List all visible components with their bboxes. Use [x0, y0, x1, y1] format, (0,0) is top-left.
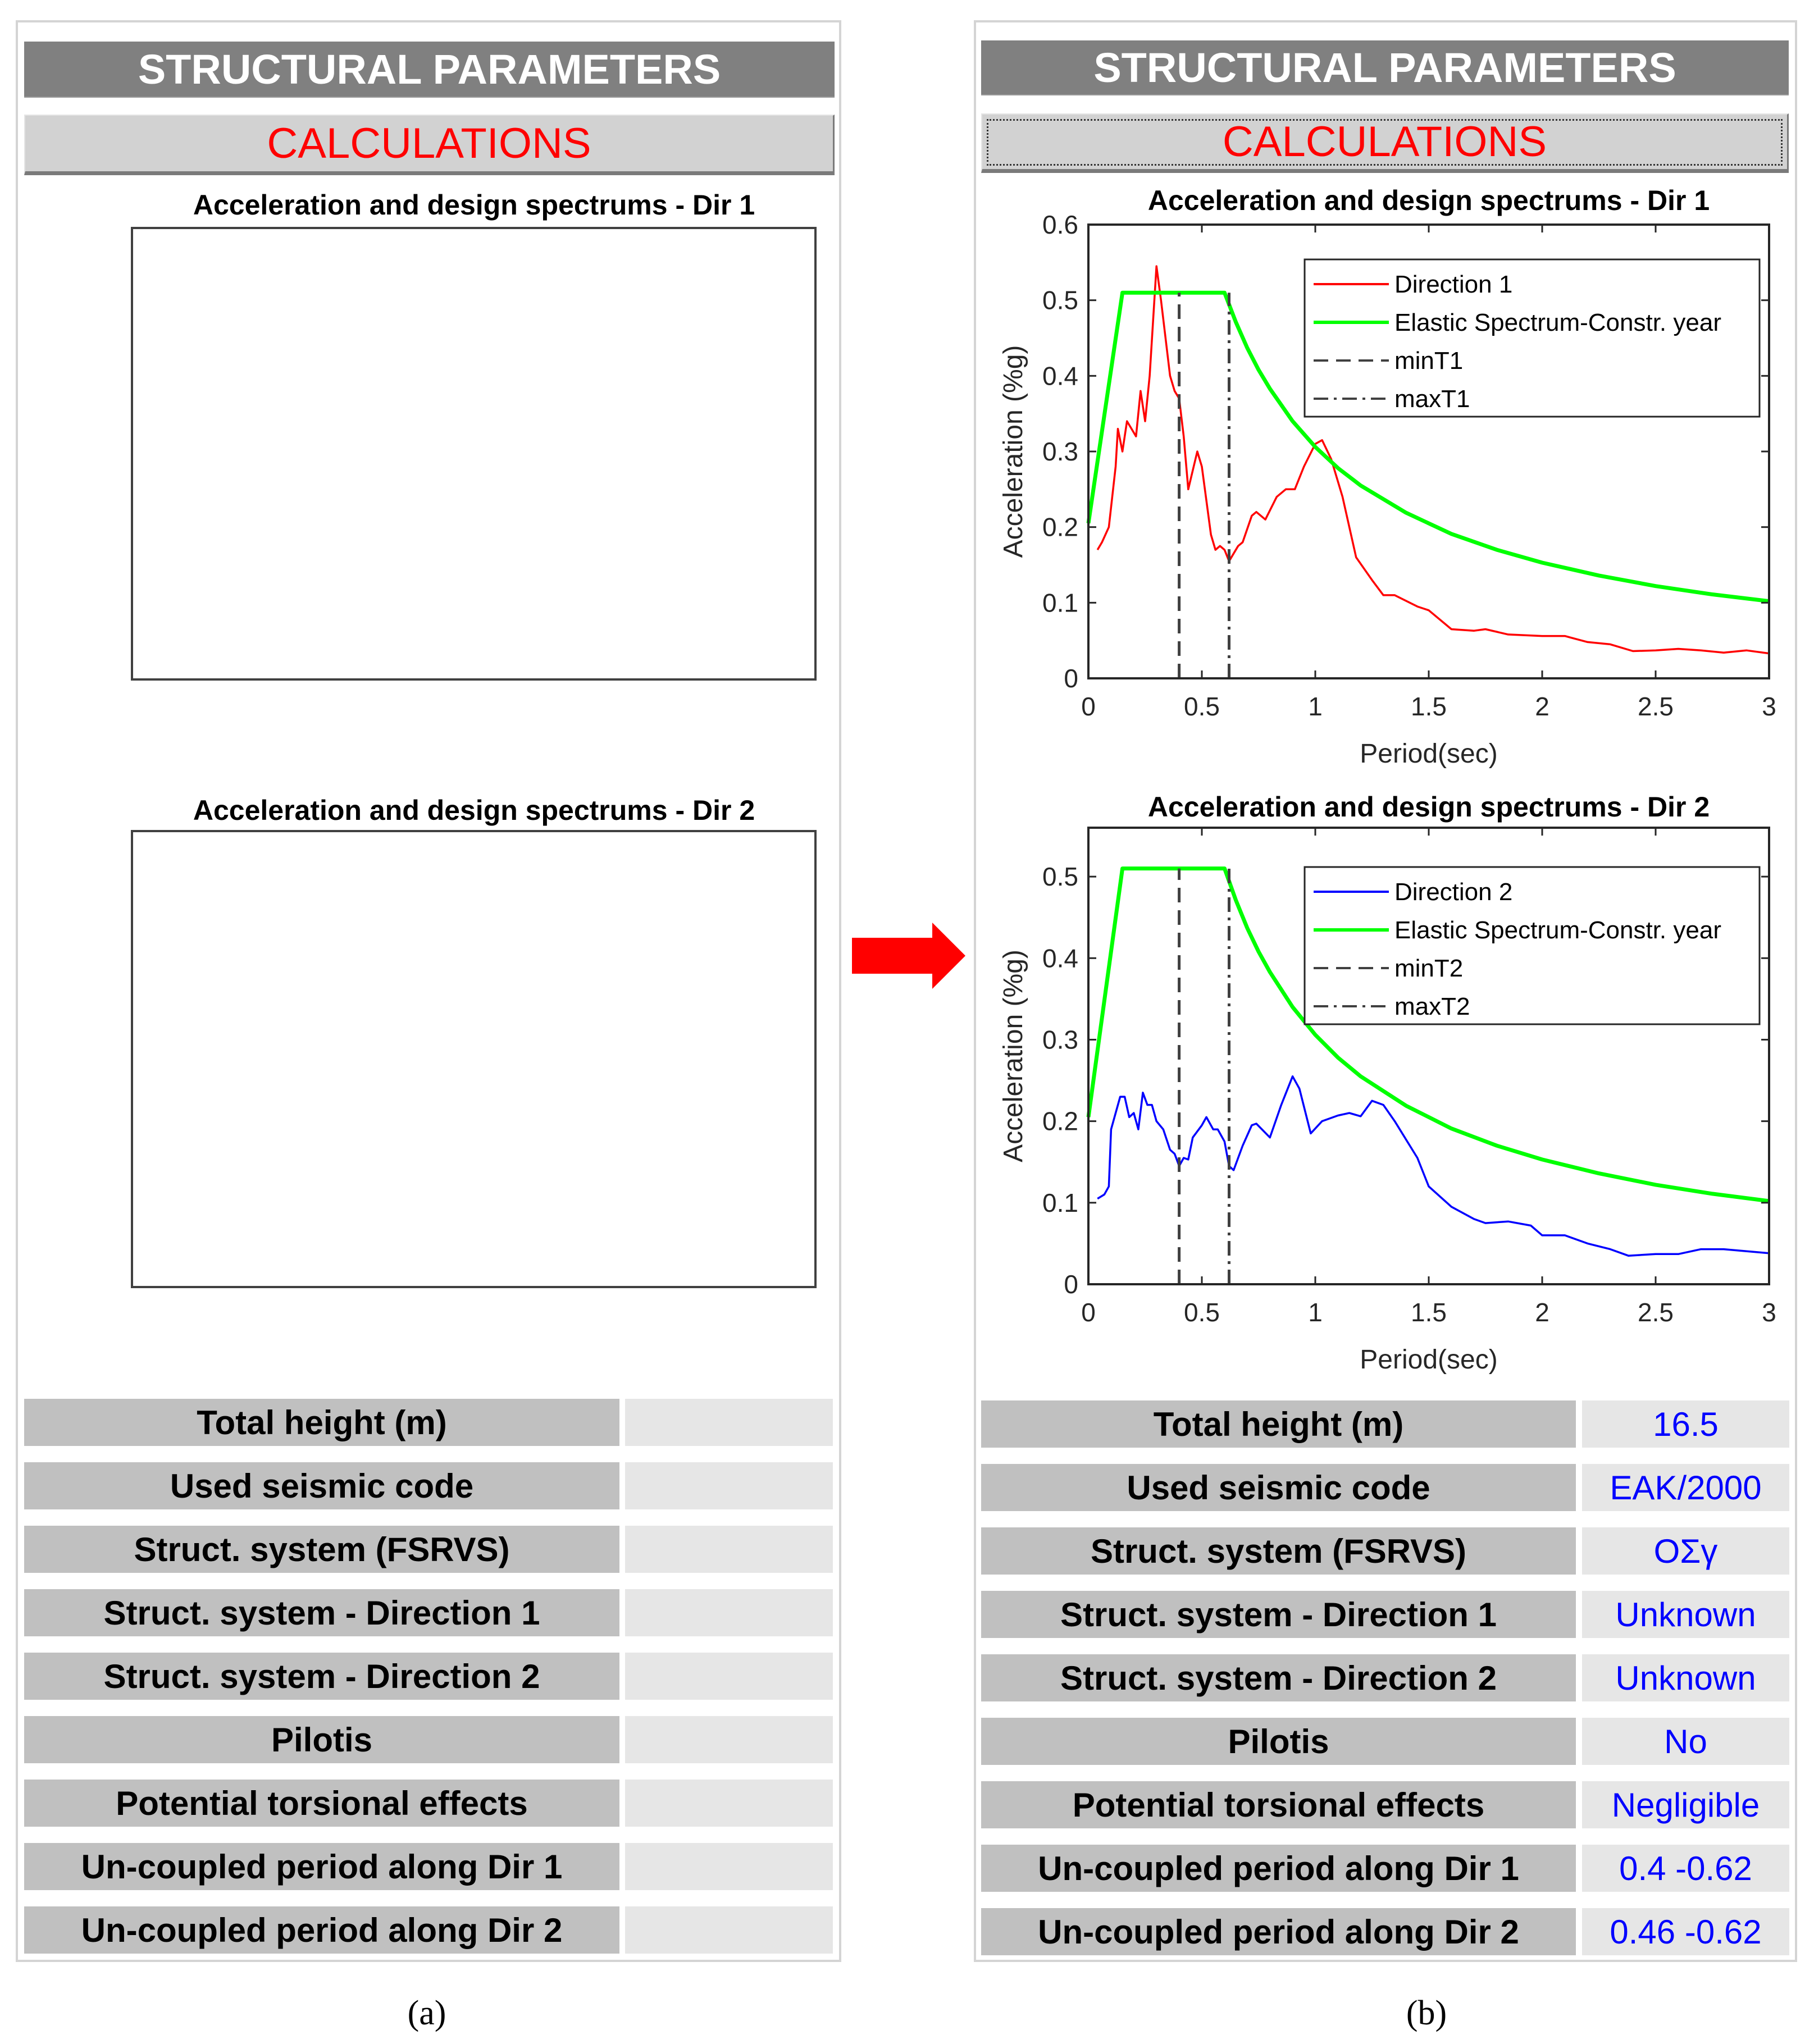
panel-b-chart1-title: Acceleration and design spectrums - Dir 1 — [1147, 185, 1710, 216]
legend-entry: Elastic Spectrum-Constr. year — [1394, 309, 1721, 336]
x-tick-label: 1 — [1308, 692, 1323, 721]
x-tick-label: 2 — [1535, 1298, 1549, 1327]
x-tick-label: 1.5 — [1411, 1298, 1447, 1327]
y-tick-label: 0.4 — [1042, 361, 1078, 391]
y-tick-label: 0 — [1064, 1270, 1078, 1299]
x-tick-label: 2.5 — [1638, 1298, 1674, 1327]
parameter-label: Used seismic code — [981, 1464, 1576, 1511]
x-tick-label: 1 — [1308, 1298, 1323, 1327]
y-tick-label: 0.1 — [1042, 1188, 1078, 1217]
y-axis-label: Acceleration (%g) — [999, 345, 1028, 558]
panel-a-caption: (a) — [407, 1994, 446, 2032]
legend-entry: maxT2 — [1394, 993, 1470, 1020]
x-axis-label: Period(sec) — [1360, 1345, 1498, 1375]
x-axis-label: Period(sec) — [1360, 739, 1498, 769]
panel-b-header: STRUCTURAL PARAMETERS — [981, 40, 1789, 94]
parameter-label: Pilotis — [24, 1716, 619, 1763]
parameter-label: Struct. system - Direction 2 — [981, 1654, 1576, 1701]
parameter-value-field[interactable]: Unknown — [1582, 1654, 1789, 1701]
y-tick-label: 0.5 — [1042, 862, 1078, 892]
parameter-label: Un-coupled period along Dir 1 — [981, 1845, 1576, 1892]
legend-entry: maxT1 — [1394, 385, 1470, 413]
x-tick-label: 2.5 — [1638, 692, 1674, 721]
parameter-label: Struct. system - Direction 1 — [24, 1589, 619, 1636]
y-tick-label: 0.4 — [1042, 943, 1078, 973]
legend-entry: minT2 — [1394, 955, 1464, 982]
parameter-label: Un-coupled period along Dir 2 — [981, 1908, 1576, 1955]
y-tick-label: 0.1 — [1042, 588, 1078, 618]
y-axis-label: Acceleration (%g) — [999, 950, 1028, 1162]
x-tick-label: 2 — [1535, 692, 1549, 721]
parameter-value-field[interactable]: Negligible — [1582, 1781, 1789, 1828]
legend-entry: Elastic Spectrum-Constr. year — [1394, 916, 1721, 944]
parameter-label: Struct. system - Direction 1 — [981, 1591, 1576, 1638]
panel-b-calculations-button[interactable]: CALCULATIONS — [981, 113, 1789, 173]
panel-b-caption: (b) — [1406, 1994, 1447, 2032]
y-tick-label: 0.2 — [1042, 1106, 1078, 1136]
parameter-label: Potential torsional effects — [981, 1781, 1576, 1828]
parameter-value-field[interactable]: 0.4 -0.62 — [1582, 1845, 1789, 1892]
parameter-value-field[interactable]: EAK/2000 — [1582, 1464, 1789, 1511]
y-tick-label: 0 — [1064, 664, 1078, 693]
parameter-value-field[interactable]: ΟΣγ — [1582, 1527, 1789, 1575]
parameter-label: Potential torsional effects — [24, 1780, 619, 1827]
panel-a-calculations-button[interactable]: CALCULATIONS — [24, 115, 835, 175]
legend-entry: Direction 2 — [1394, 878, 1513, 906]
parameter-label: Struct. system (FSRVS) — [981, 1527, 1576, 1575]
parameter-value-field[interactable]: 0.46 -0.62 — [1582, 1908, 1789, 1955]
parameter-value-field[interactable]: No — [1582, 1718, 1789, 1765]
y-tick-label: 0.3 — [1042, 437, 1078, 466]
panel-b-chart2-title: Acceleration and design spectrums - Dir 2 — [1147, 791, 1710, 823]
x-tick-label: 0.5 — [1184, 1298, 1220, 1327]
y-tick-label: 0.2 — [1042, 512, 1078, 542]
x-tick-label: 0.5 — [1184, 692, 1220, 721]
parameter-label: Struct. system - Direction 2 — [24, 1653, 619, 1700]
y-tick-label: 0.6 — [1042, 210, 1078, 239]
parameter-label: Pilotis — [981, 1718, 1576, 1765]
legend-entry: Direction 1 — [1394, 271, 1513, 298]
parameter-label: Un-coupled period along Dir 1 — [24, 1843, 619, 1890]
x-tick-label: 1.5 — [1411, 692, 1447, 721]
x-tick-label: 3 — [1762, 692, 1776, 721]
x-tick-label: 0 — [1081, 692, 1096, 721]
parameter-value-field[interactable]: 16.5 — [1582, 1400, 1789, 1448]
panel-a-chart2-title: Acceleration and design spectrums - Dir 2 — [193, 795, 755, 826]
parameter-label: Struct. system (FSRVS) — [24, 1526, 619, 1573]
parameter-label: Total height (m) — [981, 1400, 1576, 1448]
y-tick-label: 0.3 — [1042, 1025, 1078, 1055]
panel-a-chart1-title: Acceleration and design spectrums - Dir 1 — [193, 189, 755, 221]
parameter-label: Total height (m) — [24, 1399, 619, 1446]
x-tick-label: 3 — [1762, 1298, 1776, 1327]
legend-entry: minT1 — [1394, 347, 1464, 375]
parameter-value-field[interactable]: Unknown — [1582, 1591, 1789, 1638]
x-tick-label: 0 — [1081, 1298, 1096, 1327]
panel-a-header: STRUCTURAL PARAMETERS — [24, 42, 835, 97]
y-tick-label: 0.5 — [1042, 285, 1078, 315]
parameter-label: Used seismic code — [24, 1462, 619, 1509]
parameter-label: Un-coupled period along Dir 2 — [24, 1906, 619, 1954]
